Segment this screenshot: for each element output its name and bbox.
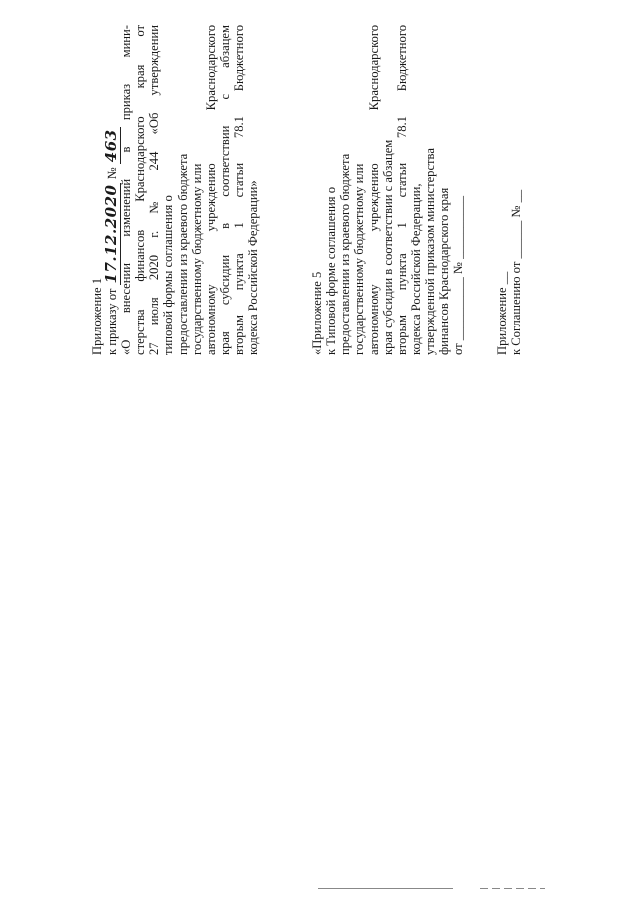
form-appendix-block bbox=[310, 25, 465, 355]
form-text-line: государственному бюджетному или bbox=[352, 163, 367, 355]
form-text-line: к Типовой форме соглашения о bbox=[324, 186, 339, 355]
bottom-rule bbox=[318, 888, 453, 889]
agreement-appendix-block bbox=[495, 25, 523, 355]
form-text-line: вторым пункта 1 статьи 78.1 Бюджетного bbox=[394, 25, 409, 355]
handwritten-date: 17.12.2020 bbox=[102, 184, 121, 284]
form-date-number-line: от __________ № __________ bbox=[451, 195, 466, 355]
order-appendix-block bbox=[90, 25, 260, 355]
order-text-line: края субсидии в соответствии с абзацем bbox=[217, 25, 232, 355]
order-text-line: 27 июля 2020 г. № 244 «Об утверждении bbox=[147, 25, 162, 355]
form-text-line: края субсидии в соответствии с абзацем bbox=[380, 139, 395, 355]
order-text-line: «О внесении изменений в приказ мини- bbox=[119, 25, 134, 355]
order-text-line: типовой формы соглашения о bbox=[161, 195, 176, 355]
order-text-line: предоставлении из краевого бюджета bbox=[175, 153, 190, 355]
bottom-dashed-rule bbox=[480, 888, 545, 889]
order-text-line: вторым пункта 1 статьи 78.1 Бюджетного bbox=[231, 25, 246, 355]
agreement-appendix-title: Приложение __ bbox=[495, 271, 510, 355]
form-text-line: кодекса Российской Федерации, bbox=[408, 183, 423, 355]
order-reference: к приказу от 17.12.2020 № 463 bbox=[102, 129, 121, 355]
appendix-5-title: «Приложение 5 bbox=[310, 271, 325, 355]
order-text-line: государственному бюджетному или bbox=[189, 163, 204, 355]
order-text-line: кодекса Российской Федерации» bbox=[246, 180, 261, 355]
handwritten-number: 463 bbox=[102, 129, 121, 163]
agreement-reference: к Соглашению от ______ № __ bbox=[509, 189, 524, 355]
order-text-line: стерства финансов Краснодарского края от bbox=[133, 25, 148, 355]
rotated-content bbox=[90, 25, 524, 355]
form-text-line: утвержденной приказом министерства bbox=[422, 148, 437, 355]
form-text-line: предоставлении из краевого бюджета bbox=[338, 153, 353, 355]
appendix-1-title: Приложение 1 bbox=[90, 277, 104, 355]
order-text-line: автономному учреждению Краснодарского bbox=[203, 25, 218, 355]
form-text-line: автономному учреждению Краснодарского bbox=[366, 25, 381, 355]
form-text-line: финансов Краснодарского края bbox=[436, 187, 451, 355]
